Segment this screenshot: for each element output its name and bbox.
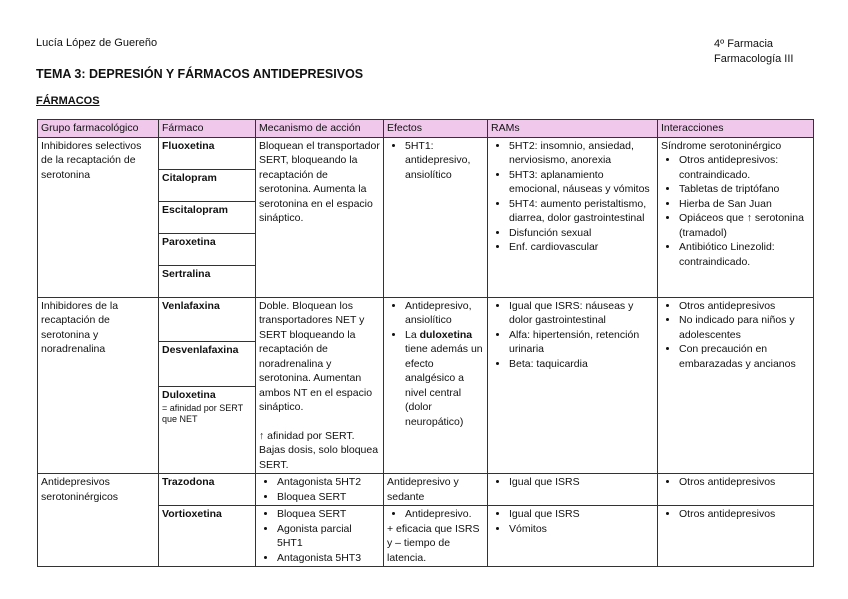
interactions-cell: [658, 506, 814, 567]
rams-cell: [488, 137, 658, 297]
list-item: • Agonista parcial 5HT1: [277, 522, 380, 551]
course-line-2: Farmacología III: [714, 53, 794, 65]
interactions-cell: [658, 297, 814, 474]
list-item: • 5HT1: antidepresivo, ansiolítico: [405, 139, 484, 183]
list-item: • Otros antidepresivos: [679, 507, 810, 522]
effects-cell: [384, 137, 488, 297]
list-item: • Vómitos: [509, 522, 654, 537]
list-item: • Beta: taquicardia: [509, 357, 654, 372]
group-cell: Inhibidores de la recaptación de serotonina y noradrenalina: [38, 297, 159, 474]
header-cell: Mecanismo de acción: [256, 120, 384, 138]
header-cell: RAMs: [488, 120, 658, 138]
list-item: • Antidepresivo, ansiolítico: [405, 299, 484, 328]
drug-cell: [159, 387, 256, 474]
list-item: • Opiáceos que ↑ serotonina (tramadol): [679, 211, 810, 240]
effects-cell: Antidepresivo y sedante: [384, 474, 488, 506]
group-cell: Antidepresivos serotoninérgicos: [38, 474, 159, 567]
section-heading: FÁRMACOS: [36, 95, 100, 107]
list-item: • Alfa: hipertensión, retención urinaria: [509, 328, 654, 357]
author-name: Lucía López de Guereño: [36, 37, 158, 49]
rams-cell: [488, 474, 658, 506]
mechanism-cell: [256, 297, 384, 474]
list-item: • Antibiótico Linezolid: contraindicado.: [679, 240, 810, 269]
effect-text-post: tiene además un efecto analgésico a nivel central (dolor neuropático): [405, 343, 483, 428]
header-cell: Fármaco: [159, 120, 256, 138]
effects-cell: [384, 297, 488, 474]
mechanism-cell: [256, 506, 384, 567]
list-item: • Bloquea SERT: [277, 507, 380, 522]
drug-cell: Escitalopram: [159, 201, 256, 233]
course-info: [714, 37, 793, 67]
table-header-row: [38, 120, 814, 138]
drugs-table: [37, 119, 814, 567]
list-item: • Igual que ISRS: [509, 507, 654, 522]
effects-cell: [384, 506, 488, 567]
interactions-cell: [658, 474, 814, 506]
list-item: • Hierba de San Juan: [679, 197, 810, 212]
drug-cell: Citalopram: [159, 169, 256, 201]
table-row: [38, 297, 814, 342]
rams-cell: [488, 297, 658, 474]
drug-name: Duloxetina: [162, 389, 216, 402]
list-item: • Otros antidepresivos: [679, 475, 810, 490]
mechanism-cell: [256, 474, 384, 506]
list-item: [405, 328, 484, 430]
table-row: [38, 474, 814, 506]
list-item: • Otros antidepresivos: [679, 299, 810, 314]
mechanism-text: Doble. Bloquean los transportadores NET y SERT bloqueando la recaptación de noradrenalina y serotonina. Aumentan ambos NT en el espacio sináptico.: [259, 299, 373, 413]
drug-cell: Desvenlafaxina: [159, 342, 256, 387]
list-item: • 5HT2: insomnio, ansiedad, nerviosismo, anorexia: [509, 139, 654, 168]
list-item: • Bloquea SERT: [277, 490, 380, 505]
table-row: [38, 137, 814, 169]
list-item: • Igual que ISRS: náuseas y dolor gastrointestinal: [509, 299, 654, 328]
list-item: • Antagonista 5HT2: [277, 475, 380, 490]
drug-cell: Trazodona: [159, 474, 256, 506]
list-item: • 5HT3: aplanamiento emocional, náuseas y vómitos: [509, 168, 654, 197]
drug-note: = afinidad por SERT que NET: [162, 402, 243, 424]
interactions-cell: [658, 137, 814, 297]
drug-cell: Sertralina: [159, 265, 256, 297]
list-item: • Disfunción sexual: [509, 226, 654, 241]
list-item: • Antagonista 5HT3: [277, 551, 380, 566]
list-item: • 5HT4: aumento peristaltismo, diarrea, dolor gastrointestinal: [509, 197, 654, 226]
effect-text-pre: La: [405, 328, 420, 341]
course-line-1: 4º Farmacia: [714, 38, 774, 50]
list-item: • Igual que ISRS: [509, 475, 654, 490]
group-cell: Inhibidores selectivos de la recaptación de serotonina: [38, 137, 159, 297]
drug-cell: Vortioxetina: [159, 506, 256, 567]
drug-cell: Paroxetina: [159, 233, 256, 265]
document-title: TEMA 3: DEPRESIÓN Y FÁRMACOS ANTIDEPRESIVOS: [36, 67, 364, 81]
drug-cell: Fluoxetina: [159, 137, 256, 169]
list-item: • Tabletas de triptófano: [679, 182, 810, 197]
effect-text-bold: duloxetina: [419, 328, 473, 341]
drug-cell: Venlafaxina: [159, 297, 256, 342]
list-item: • Antidepresivo.: [405, 507, 484, 522]
list-item: • Otros antidepresivos: contraindicado.: [679, 153, 810, 182]
mechanism-cell: Bloquean el transportador SERT, bloqueando la recaptación de serotonina. Aumenta la serotonina en el espacio sináptico.: [256, 137, 384, 297]
header-cell: Grupo farmacológico: [38, 120, 159, 138]
header-cell: Interacciones: [658, 120, 814, 138]
effect-note: + eficacia que ISRS y – tiempo de latencia.: [387, 522, 480, 564]
list-item: • Enf. cardiovascular: [509, 240, 654, 255]
list-item: • Con precaución en embarazadas y ancianos: [679, 342, 810, 371]
rams-cell: [488, 506, 658, 567]
header-cell: Efectos: [384, 120, 488, 138]
mechanism-note: ↑ afinidad por SERT. Bajas dosis, solo bloquea SERT.: [259, 429, 379, 471]
list-item: • No indicado para niños y adolescentes: [679, 313, 810, 342]
interactions-title: Síndrome serotoninérgico: [661, 139, 782, 152]
